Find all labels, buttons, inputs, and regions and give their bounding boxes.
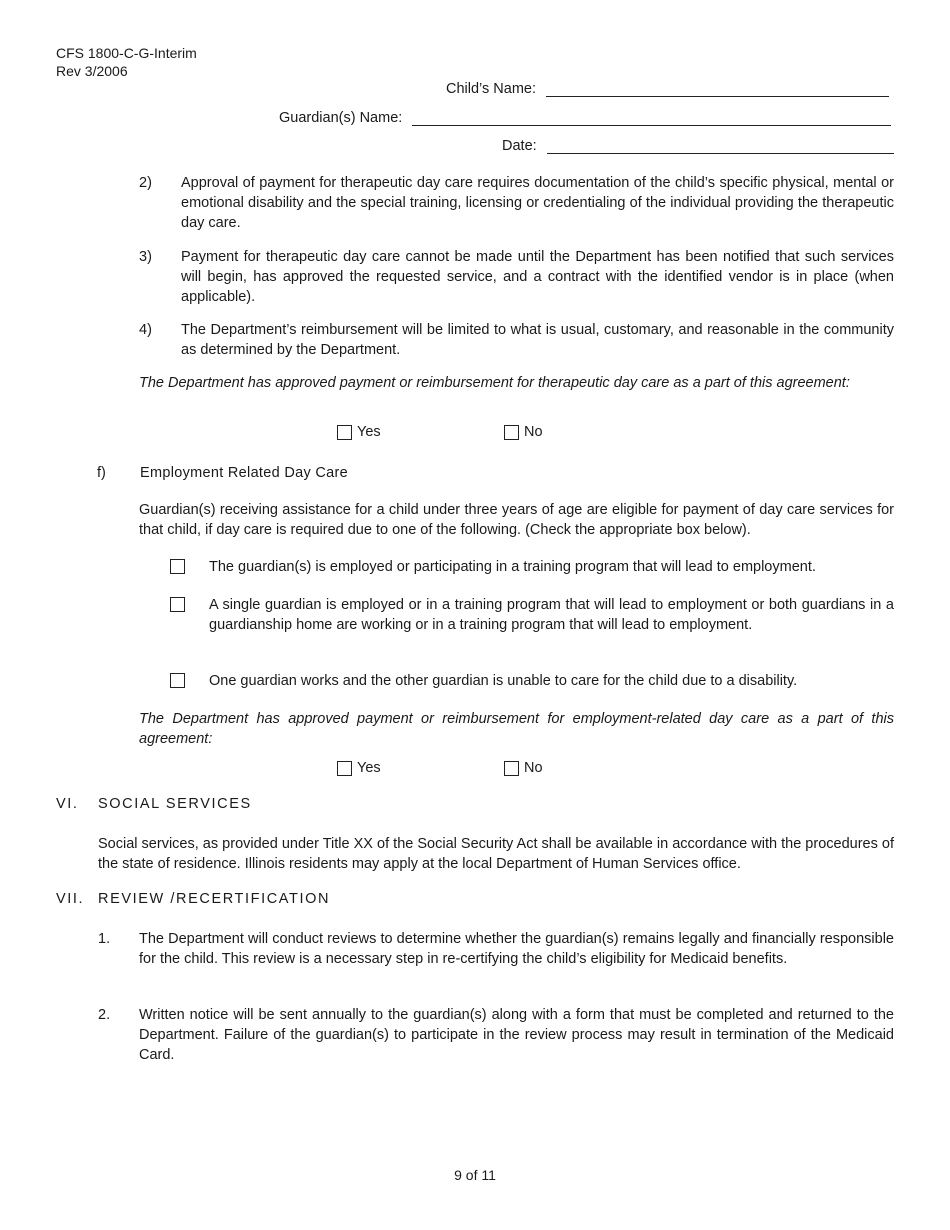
employment-yes-option[interactable] (337, 759, 381, 777)
therapeutic-yes-label: Yes (357, 424, 381, 440)
form-code: CFS 1800-C-G-Interim (56, 45, 197, 61)
page-number: 9 of 11 (454, 1167, 496, 1183)
employment-option-2-text: A single guardian is employed or in a training program that will lead to employment or both guardians in a guardianship home are working or in a training program that will lead to employment. (209, 597, 894, 633)
employment-yes-label: Yes (357, 760, 381, 776)
employment-option-1-checkbox[interactable] (170, 559, 185, 574)
employment-option-3-checkbox[interactable] (170, 673, 185, 688)
section-6-text: Social services, as provided under Title XX of the Social Security Act shall be available in accordance with the procedures of the state of residence. Illinois residents may apply at the local Department of Human Services office. (98, 836, 894, 872)
childs-name-row (446, 80, 894, 97)
therapeutic-approval-statement: The Department has approved payment or reimbursement for therapeutic day care as a part of this agreement: (139, 375, 850, 391)
date-row (502, 137, 894, 154)
section-7-title: REVIEW /RECERTIFICATION (98, 891, 331, 907)
guardians-name-field[interactable] (412, 109, 891, 126)
employment-yes-checkbox[interactable] (337, 761, 352, 776)
item-2-number: 2) (139, 175, 152, 191)
employment-no-option[interactable] (504, 759, 543, 777)
item-4-number: 4) (139, 322, 152, 338)
review-item-2-number: 2. (98, 1007, 111, 1023)
employment-approval-statement: The Department has approved payment or reimbursement for employment-related day care as a part of this agreement: (139, 711, 894, 747)
therapeutic-no-label: No (524, 424, 543, 440)
section-7-numeral: VII. (56, 891, 85, 907)
guardians-name-label: Guardian(s) Name: (279, 110, 403, 126)
form-header (56, 44, 197, 80)
review-item-1-number: 1. (98, 931, 111, 947)
employment-intro: Guardian(s) receiving assistance for a child under three years of age are eligible for payment of day care services for that child, if day care is required due to one of the following. (Check the appropriate box below). (139, 502, 894, 538)
employment-no-checkbox[interactable] (504, 761, 519, 776)
employment-letter: f) (97, 465, 106, 481)
section-6-numeral: VI. (56, 796, 79, 812)
employment-title: Employment Related Day Care (140, 465, 348, 481)
therapeutic-no-option[interactable] (504, 423, 543, 441)
childs-name-field[interactable] (546, 80, 889, 97)
review-item-2-text: Written notice will be sent annually to the guardian(s) along with a form that must be completed and returned to the Department. Failure of the guardian(s) to participate in the review process may result in termination of the Medicaid Card. (139, 1007, 894, 1063)
date-label: Date: (502, 138, 537, 154)
item-3-text: Payment for therapeutic day care cannot be made until the Department has been notified that such services will begin, has approved the requested service, and a contract with the identified vendor is in place (when applicable). (181, 249, 894, 305)
therapeutic-no-checkbox[interactable] (504, 425, 519, 440)
guardians-name-row (279, 109, 894, 126)
date-field[interactable] (547, 137, 894, 154)
item-3-number: 3) (139, 249, 152, 265)
item-2-text: Approval of payment for therapeutic day care requires documentation of the child’s specific physical, mental or emotional disability and the special training, licensing or credentialing of the individual providing the therapeutic day care. (181, 175, 894, 231)
therapeutic-yes-option[interactable] (337, 423, 381, 441)
form-revision: Rev 3/2006 (56, 63, 128, 79)
section-6-title: SOCIAL SERVICES (98, 796, 252, 812)
childs-name-label: Child’s Name: (446, 81, 536, 97)
employment-option-2-checkbox[interactable] (170, 597, 185, 612)
employment-option-3-text: One guardian works and the other guardian is unable to care for the child due to a disability. (209, 673, 798, 689)
item-4-text: The Department’s reimbursement will be limited to what is usual, customary, and reasonable in the community as determined by the Department. (181, 322, 894, 358)
therapeutic-yes-checkbox[interactable] (337, 425, 352, 440)
employment-no-label: No (524, 760, 543, 776)
employment-option-1-text: The guardian(s) is employed or participating in a training program that will lead to employment. (209, 559, 816, 575)
review-item-1-text: The Department will conduct reviews to determine whether the guardian(s) remains legally and financially responsible for the child. This review is a necessary step in re-certifying the child’s eligibility for Medicaid benefits. (139, 931, 894, 967)
